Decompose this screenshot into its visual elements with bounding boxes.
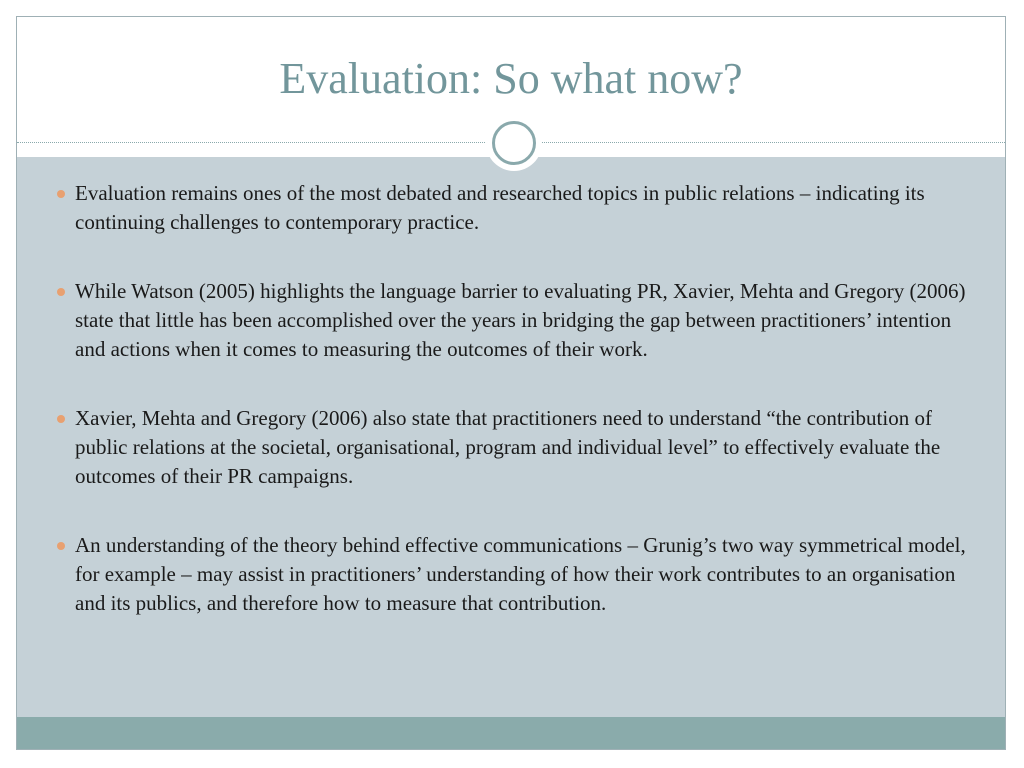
bullet-item — [57, 277, 977, 364]
bullet-dot-icon — [57, 415, 65, 423]
bullet-item — [57, 179, 977, 237]
bullet-dot-icon — [57, 288, 65, 296]
bullet-list — [57, 179, 977, 658]
bullet-text: Xavier, Mehta and Gregory (2006) also state that practitioners need to understand “the contribution of public relations at the societal, organisational, program and individual level” to effectively evaluate the outcomes of their PR campaigns. — [75, 406, 941, 488]
footer-band — [17, 717, 1005, 750]
slide-title: Evaluation: So what now? — [279, 54, 743, 103]
bullet-item — [57, 531, 977, 618]
slide — [16, 16, 1006, 750]
bullet-item — [57, 404, 977, 491]
bullet-text: While Watson (2005) highlights the language barrier to evaluating PR, Xavier, Mehta and Gregory (2006) state that little has been accomplished over the years in bridging the gap between practitioners’ intention and actions when it comes to measuring the outcomes of their work. — [75, 279, 966, 361]
ring-icon — [486, 115, 542, 171]
bullet-text: An understanding of the theory behind effective communications – Grunig’s two way symmetrical model, for example – may assist in practitioners’ understanding of how their work contributes to an organisation and its publics, and therefore how to measure that contribution. — [75, 533, 966, 615]
bullet-text: Evaluation remains ones of the most debated and researched topics in public relations – indicating its continuing challenges to contemporary practice. — [75, 181, 925, 234]
bullet-dot-icon — [57, 542, 65, 550]
bullet-dot-icon — [57, 190, 65, 198]
